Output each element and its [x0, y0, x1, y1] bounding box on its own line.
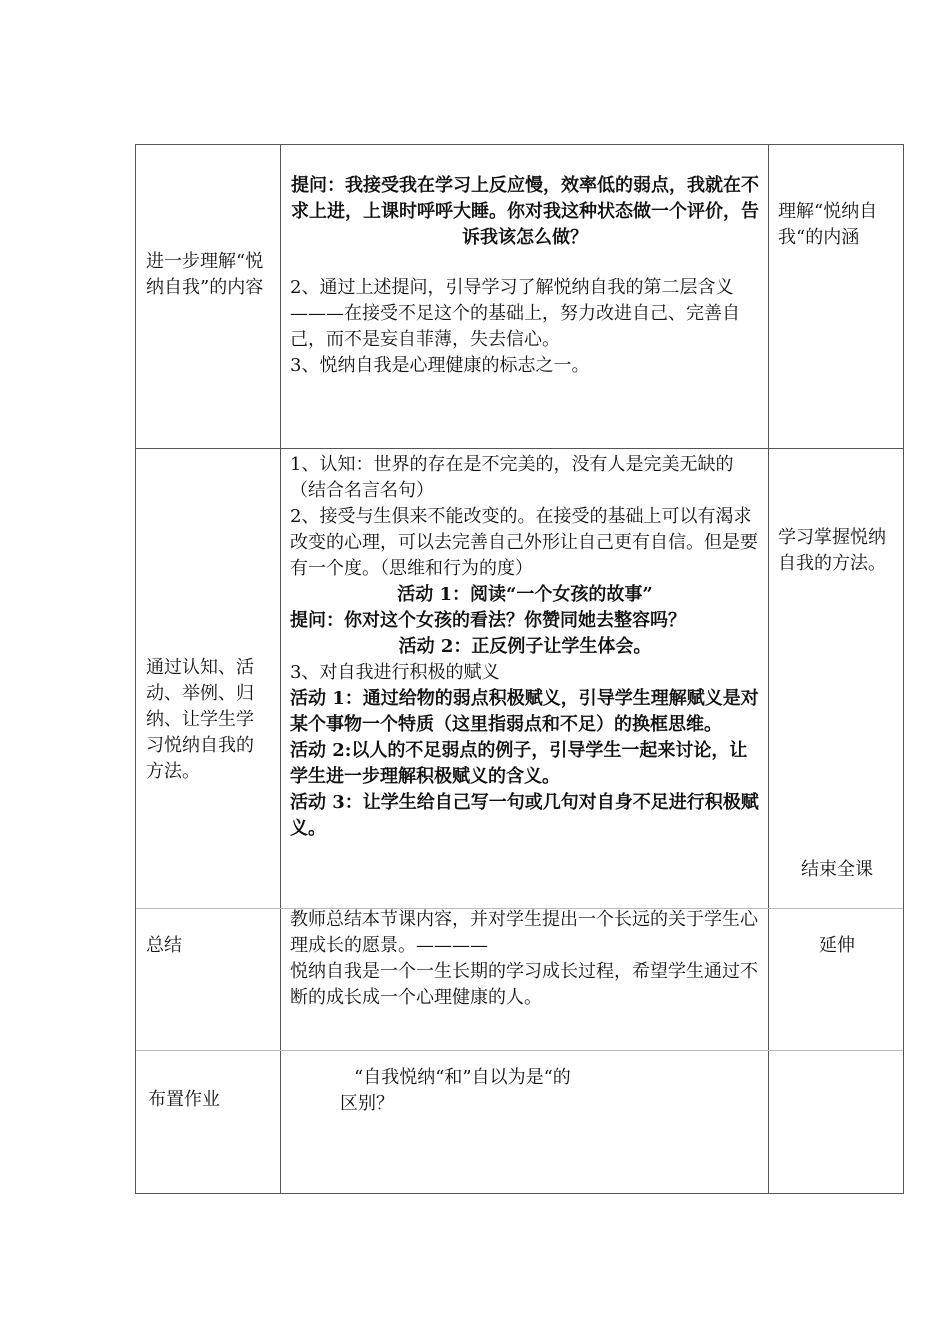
content-item: 3、对自我进行积极的赋义 — [290, 662, 500, 683]
intent-cell — [778, 933, 896, 959]
row-divider — [136, 448, 903, 449]
activity-title: 活动 1：阅读“一个女孩的故事” — [397, 584, 653, 605]
section-label: 总结 — [146, 935, 182, 956]
row-divider — [136, 1050, 903, 1051]
section-cell — [148, 1087, 272, 1113]
activity-question: 提问：你对这个女孩的看法？你赞同她去整容吗？ — [290, 610, 686, 631]
section-cell — [146, 655, 270, 785]
question-text: 提问：我接受我在学习上反应慢，效率低的弱点，我就在不求上进，上课时呼呼大睡。你对我这种状态做一个评价，告诉我该怎么做？ — [291, 175, 759, 248]
content-item: 2、通过上述提问，引导学习了解悦纳自我的第二层含义———在接受不足这个的基础上，努力改进自己、完善自己，而不是妄自菲薄，失去信心。 — [290, 277, 740, 350]
content-cell — [340, 1065, 740, 1117]
intent-end-cell — [778, 857, 896, 883]
activity-text: 活动 3：让学生给自己写一句或几句对自身不足进行积极赋义。 — [290, 792, 759, 839]
content-cell — [290, 452, 760, 842]
activity-text: 活动 1：通过给物的弱点积极赋义，引导学生理解赋义是对某个事物一个特质（这里指弱点和不足）的换框思维。 — [290, 688, 759, 735]
lesson-plan-table — [135, 144, 904, 1194]
intent-end-label: 结束全课 — [801, 859, 873, 880]
section-label: 进一步理解“悦纳自我”的内容 — [146, 251, 264, 298]
activity-text: 活动 2:以人的不足弱点的例子，引导学生一起来讨论，让学生进一步理解积极赋义的含义。 — [290, 740, 748, 787]
content-cell — [290, 907, 760, 1011]
content-item: 1、认知：世界的存在是不完美的，没有人是完美无缺的（结合名言名句） — [290, 454, 734, 501]
intent-label: 延伸 — [819, 935, 855, 956]
column-divider — [280, 145, 281, 1193]
intent-cell — [778, 525, 896, 577]
activity-title: 活动 2：正反例子让学生体会。 — [398, 636, 652, 657]
section-label: 布置作业 — [148, 1089, 220, 1110]
section-label: 通过认知、活动、举例、归纳、让学生学习悦纳自我的方法。 — [146, 657, 254, 782]
content-cell — [290, 173, 760, 379]
column-divider — [768, 145, 769, 1193]
homework-text: 区别？ — [340, 1093, 394, 1114]
content-item: 2、接受与生俱来不能改变的。在接受的基础上可以有渴求改变的心理，可以去完善自己外形让自己更有自信。但是要有一个度。（思维和行为的度） — [290, 506, 758, 579]
intent-label: 理解“悦纳自我“的内涵 — [778, 201, 878, 248]
section-cell — [146, 933, 270, 959]
summary-text: 悦纳自我是一个一生长期的学习成长过程，希望学生通过不断的成长成一个心理健康的人。 — [290, 961, 758, 1008]
homework-text: “自我悦纳“和”自以为是“的 — [354, 1067, 571, 1088]
content-item: 3、悦纳自我是心理健康的标志之一。 — [290, 355, 590, 376]
intent-cell — [778, 199, 896, 251]
intent-label: 学习掌握悦纳自我的方法。 — [778, 527, 886, 574]
section-cell — [146, 249, 274, 301]
summary-text: 教师总结本节课内容，并对学生提出一个长远的关于学生心理成长的愿景。———— — [290, 909, 758, 956]
